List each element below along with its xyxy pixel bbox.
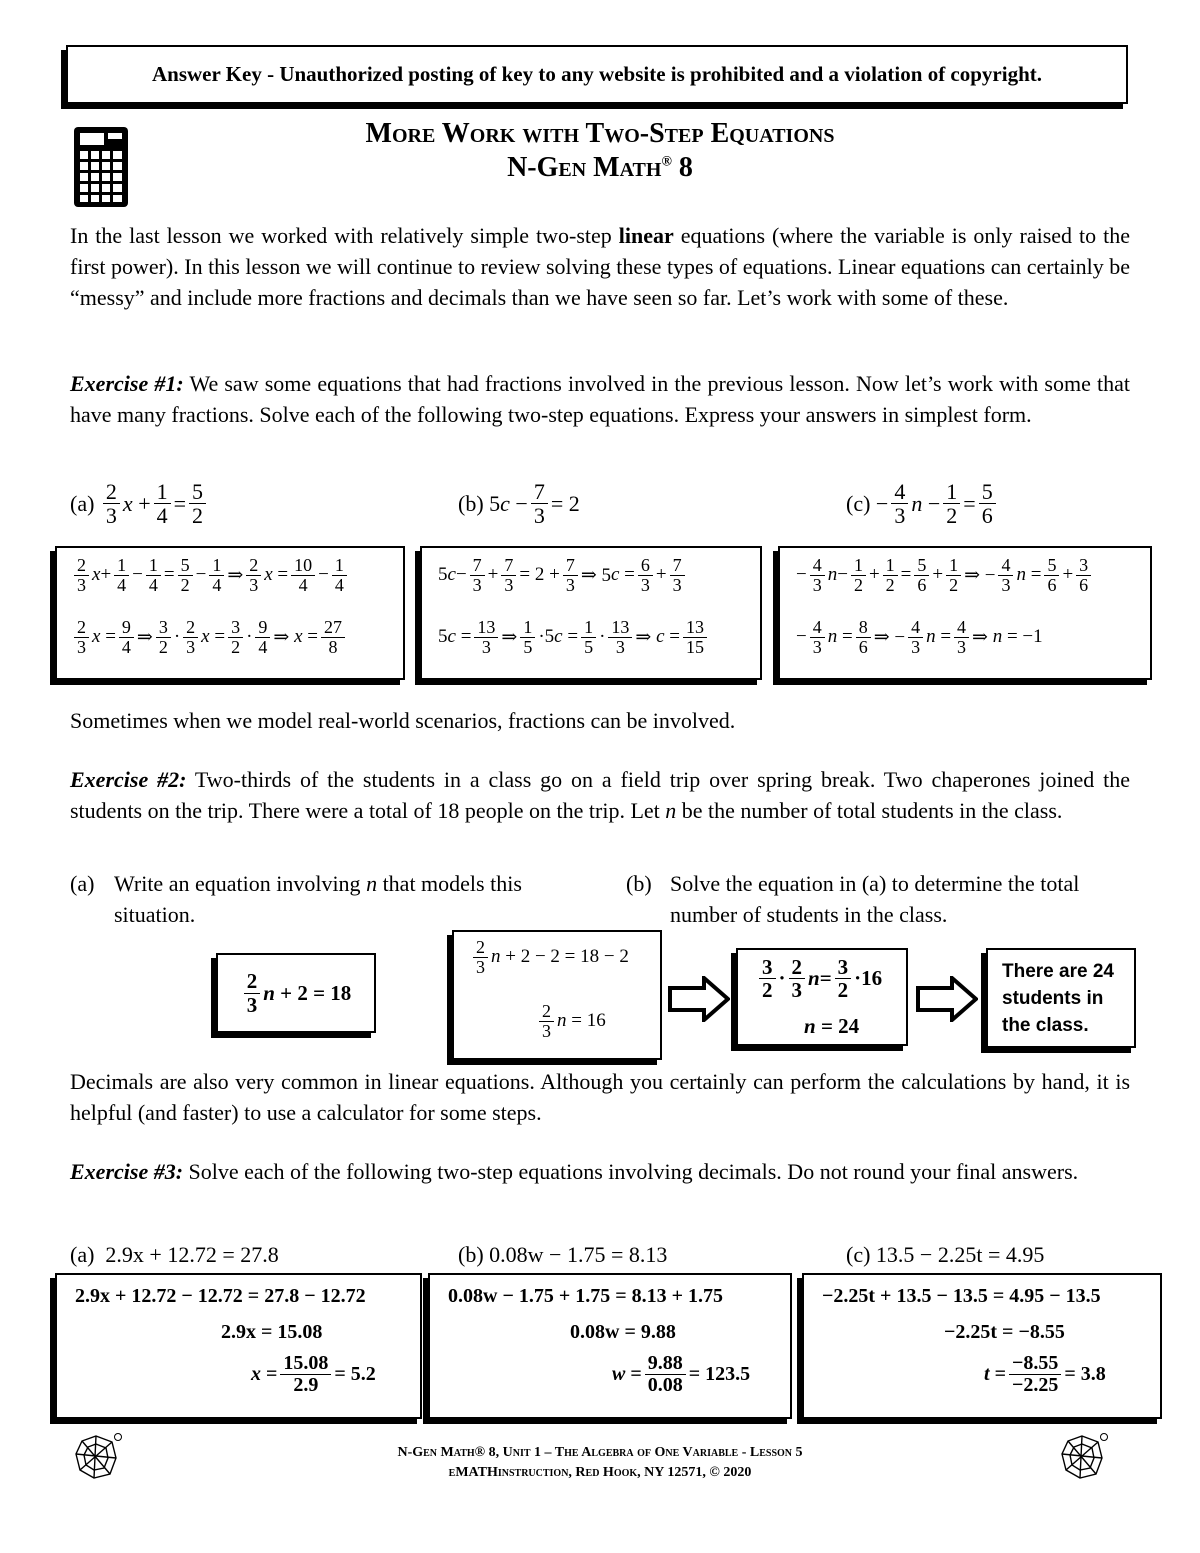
exercise-1-prompt [70,368,1130,430]
ex3-b-result: = 123.5 [688,1363,751,1385]
ex3-c-num: −8.55 [1009,1353,1061,1375]
page-title: More Work with Two-Step Equations [365,118,835,149]
subtitle-text: N-Gen Math [507,152,662,183]
ex2-part-b [626,868,1136,930]
ex3-solution-b [428,1273,792,1419]
ex3-solution-a [55,1273,422,1419]
intro-text-2: equations (where the variable is only raised to the first power). In this lesson we will continue to review solving these types of equations. Linear equations can certainly be “messy” and include more fractions and decimals than we have seen so far. Let’s work with some of these. [70,223,1130,310]
ex1-solution-a: $\frac{2}{3}$ x + $\frac{1}{4}$ − $\frac{1}{4}$ = $\frac{5}{2}$ − $\frac{1}{4}$ ⇒ $\frac{2}{3}$ x = $\frac{10}{4}$ − $\frac{1}{4}$ $\frac{2}{3}$ x = $\frac{9}{4}$ ⇒ $\frac{3}{2}$ · $\frac{2}{3}$ x = $\frac{3}{2}$ · $\frac{9}{4}$ ⇒ x = $\frac{27}{8}$ [55,546,405,680]
exercise-1-label: Exercise #1: [70,371,184,396]
exercise-2-prompt [70,764,1130,826]
footer-line-2: eMATHinstruction, Red Hook, NY 12571, © 2020 [448,1465,752,1480]
ex3-c-step-1: −2.25t + 13.5 − 13.5 = 4.95 − 13.5 [822,1285,1101,1307]
exercise-2-text-1: Two-thirds of the students in a class go on a field trip over spring break. Two chaperones joined the students on the trip. There were a total of 18 people on the trip. Let [70,767,1130,823]
ex3-b-den: 0.08 [647,1374,683,1396]
ex3-problem-c [846,1242,1044,1268]
emath-logo-icon-right [1060,1432,1110,1484]
ex3-b-step-3: w = $\frac{9.88}{0.08}$ = 123.5 [612,1352,751,1396]
middle-text: Sometimes when we model real-world scenarios, fractions can be involved. [70,708,736,733]
ex2-a-text-2: that models this situation. [114,871,522,927]
ex3-problem-b [458,1242,667,1268]
ex3-b-label: (b) [458,1242,484,1267]
ex1-solution-c: − $\frac{4}{3}$ n − $\frac{1}{2}$ + $\frac{1}{2}$ = $\frac{5}{6}$ + $\frac{1}{2}$ ⇒ − $\frac{4}{3}$ n = $\frac{5}{6}$ + $\frac{3}{6}$ − $\frac{4}{3}$ n = $\frac{8}{6}$ ⇒ − $\frac{4}{3}$ n = $\frac{4}{3}$ ⇒ n = −1 [778,546,1152,680]
exercise-2-label: Exercise #2: [70,767,187,792]
ex3-b-step-2: 0.08w = 9.88 [570,1321,676,1343]
ex2-equation-box: $\frac{2}{3}$ n + 2 = 18 [216,953,376,1033]
banner-text: Answer Key - Unauthorized posting of key to any website is prohibited and a violation of copyright. [151,62,1043,86]
ex1-c-label: (c) [846,490,871,516]
ex3-c-step-2: −2.25t = −8.55 [944,1321,1065,1343]
ex2-solve-box-2: $\frac{3}{2}$ · $\frac{2}{3}$ n = $\frac{3}{2}$ ·16 n = 24 [736,948,908,1046]
ex1-b-label: (b) [458,490,484,516]
exercise-3-label: Exercise #3: [70,1159,184,1184]
ex3-b-equation: 0.08w − 1.75 = 8.13 [489,1242,668,1267]
ex3-a-label: (a) [70,1242,95,1267]
ex3-c-result: = 3.8 [1064,1363,1106,1385]
ex2-b-text: Solve the equation in (a) to determine the total number of students in the class. [670,871,1080,927]
ex3-a-num: 15.08 [280,1353,331,1375]
subtitle-number: 8 [671,152,693,183]
exercise-3-text: Solve each of the following two-step equations involving decimals. Do not round your final answers. [183,1159,1079,1184]
calculator-icon [72,125,130,209]
ex3-c-den: −2.25 [1011,1374,1059,1396]
ex2-solve-box-1: $\frac{2}{3}$ n + 2 − 2 = 18 − 2 $\frac{2}{3}$ n = 16 [452,930,662,1060]
ex1-problem-c: (c) − $\frac{4}{3}$ n − $\frac{1}{2}$ = $\frac{5}{6}$ [846,480,999,527]
page-subtitle [300,152,900,184]
copyright-banner [66,45,1128,104]
intro-text-1: In the last lesson we worked with relatively simple two-step [70,223,619,248]
ex2-answer-box: There are 24 students in the class. [986,948,1136,1048]
ex2-a-label: (a) [70,871,95,896]
exercise-2-var: n [665,798,677,823]
footer-line-1: N-Gen Math® 8, Unit 1 – The Algebra of One Variable - Lesson 5 [397,1445,803,1460]
ex3-a-step-3: x = $\frac{15.08}{2.9}$ = 5.2 [251,1352,376,1396]
ex2-b-label: (b) [626,871,652,896]
ex3-a-equation: 2.9x + 12.72 = 27.8 [105,1242,279,1267]
ex1-problem-a: (a) $\frac{2}{3}$ x + $\frac{1}{4}$ = $\frac{5}{2}$ [70,480,209,527]
intro-paragraph [70,220,1130,313]
intro-bold: linear [618,223,674,248]
ex3-a-den: 2.9 [293,1374,319,1396]
ex2-a-text-1: Write an equation involving [114,871,367,896]
ex3-a-result: = 5.2 [334,1363,376,1385]
exercise-1-text: We saw some equations that had fractions involved in the previous lesson. Now let’s work with some that have many fractions. Solve each of the following two-step equations. Express your answers in simplest form. [70,371,1130,427]
ex3-solution-c [802,1273,1162,1419]
ex3-c-equation: 13.5 − 2.25t = 4.95 [875,1242,1045,1267]
ex3-c-label: (c) [846,1242,871,1267]
ex3-b-step-1: 0.08w − 1.75 + 1.75 = 8.13 + 1.75 [448,1285,724,1307]
exercise-3-prompt [70,1156,1130,1187]
ex1-problem-b: (b) 5 c − $\frac{7}{3}$ = 2 [458,479,580,529]
ex1-a-label: (a) [70,490,95,516]
ex3-a-step-1: 2.9x + 12.72 − 12.72 = 27.8 − 12.72 [75,1285,366,1307]
ex3-c-step-3: t = $\frac{-8.55}{-2.25}$ = 3.8 [984,1352,1106,1396]
ex1-solution-b: 5 c − $\frac{7}{3}$ + $\frac{7}{3}$ = 2 + $\frac{7}{3}$ ⇒ 5 c = $\frac{6}{3}$ + $\frac{7}{3}$ 5 c = $\frac{13}{3}$ ⇒ $\frac{1}{5}$ ·5 c = $\frac{1}{5}$ · $\frac{13}{3}$ ⇒ c = $\frac{13}{15}$ [420,546,762,680]
right-arrow-icon-2 [916,976,978,1022]
exercise-2-text-2: be the number of total students in the class. [676,798,1063,823]
ex3-b-num: 9.88 [645,1353,686,1375]
decimals-paragraph: Decimals are also very common in linear equations. Although you certainly can perform the calculations by hand, it is helpful (and faster) to use a calculator for some steps. [70,1069,1130,1125]
right-arrow-icon [668,976,730,1022]
registered-mark: ® [661,154,672,170]
ex3-problem-a [70,1242,279,1268]
ex2-a-var: n [366,871,378,896]
ex3-a-step-2: 2.9x = 15.08 [221,1321,323,1343]
emath-logo-icon [74,1432,124,1484]
ex2-part-a [70,868,590,930]
